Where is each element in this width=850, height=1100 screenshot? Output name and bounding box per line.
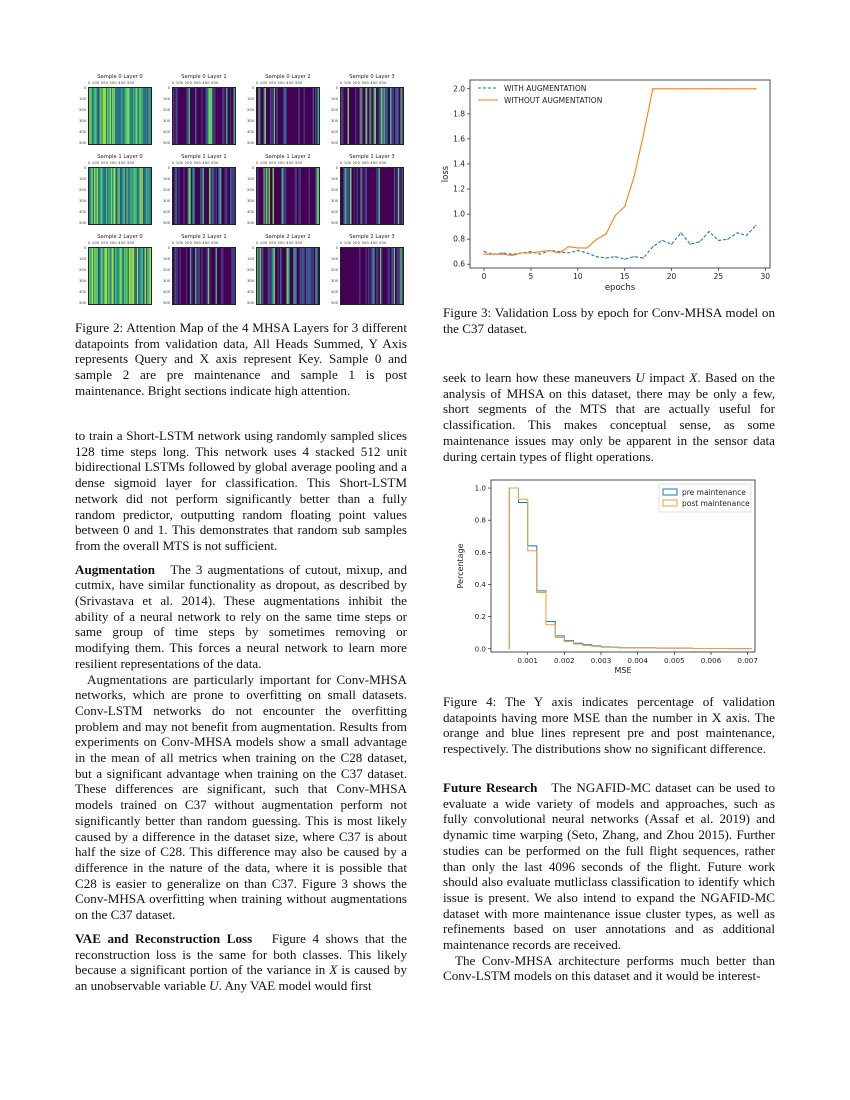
- y-tick-label: 0: [83, 166, 86, 170]
- data-point: [643, 135, 644, 136]
- y-tick-label: 0: [251, 86, 254, 90]
- y-tick-label: 500: [247, 301, 254, 305]
- data-point: [605, 234, 606, 235]
- y-tick-label: 500: [79, 141, 86, 145]
- data-point: [643, 257, 644, 258]
- y-tick-label: 0.8: [453, 234, 465, 244]
- y-tick-label: 200: [247, 188, 254, 192]
- panel-title: Sample 2 Layer 0: [97, 234, 143, 240]
- attention-panel: [162, 74, 242, 150]
- x-tick-label: 25: [713, 272, 724, 281]
- attention-panel: [162, 234, 242, 310]
- y-tick-label: 500: [79, 221, 86, 225]
- panel-title: Sample 1 Layer 1: [181, 154, 227, 160]
- panel-y-ticks: [246, 246, 255, 306]
- figure4-caption: Figure 4: The Y axis indicates percentage of validation datapoints having more MSE than the number in X axis. The orange and blue lines represent pre and post maintenance, respectively. The distributions show no significant difference.: [443, 694, 775, 757]
- conv-mhsa-paragraph: The Conv-MHSA architecture performs much better than Conv-LSTM models on this dataset and it would be interest-: [443, 952, 775, 984]
- attention-heatmap: [340, 167, 404, 225]
- y-tick-label: 200: [331, 268, 338, 272]
- y-tick-label: 2.0: [453, 84, 465, 94]
- left-column-text: [75, 428, 407, 994]
- panel-x-ticks: 0 100 200 300 400 500: [256, 81, 303, 85]
- x-tick-label: 0.004: [627, 656, 648, 665]
- vae-body-b: is caused by an unobservable variable: [75, 962, 407, 993]
- mse-distribution-chart: [447, 474, 767, 679]
- panel-x-ticks: 0 100 200 300 400 500: [172, 241, 219, 245]
- maneuvers-paragraph: [443, 370, 775, 464]
- panel-title: Sample 0 Layer 1: [181, 74, 227, 80]
- data-point: [502, 254, 503, 255]
- figure2-caption: Figure 2: Attention Map of the 4 MHSA Layers for 3 different datapoints from validation data, All Heads Summed, Y Axis represents Query and X axis represent Key. Sample 0 and sample 2 are pre maintenance and sample 1 is post maintenance. Bright sections indicate high attention.: [75, 320, 407, 398]
- data-point: [746, 235, 747, 236]
- y-tick-label: 0: [335, 86, 338, 90]
- figure3-caption: Figure 3: Validation Loss by epoch for Conv-MHSA model on the C37 dataset.: [443, 305, 775, 336]
- y-tick-label: 1.0: [474, 483, 486, 493]
- y-tick-label: 300: [331, 279, 338, 283]
- legend-label: WITH AUGMENTATION: [504, 84, 587, 93]
- y-tick-label: 1.8: [453, 109, 465, 119]
- panel-title: Sample 1 Layer 2: [265, 154, 311, 160]
- y-tick-label: 0: [83, 86, 86, 90]
- data-point: [671, 88, 672, 89]
- attention-panel: [78, 154, 158, 230]
- panel-x-ticks: 0 100 200 300 400 500: [256, 161, 303, 165]
- data-point: [521, 252, 522, 253]
- y-tick-label: 400: [163, 210, 170, 214]
- attention-heatmap: [340, 87, 404, 145]
- attention-heatmap: [256, 167, 320, 225]
- y-tick-label: 100: [331, 177, 338, 181]
- data-point: [699, 241, 700, 242]
- variable-u: U: [635, 370, 645, 385]
- panel-x-ticks: 0 100 200 300 400 500: [88, 161, 135, 165]
- variable-x: X: [329, 962, 338, 978]
- data-point: [662, 88, 663, 89]
- attention-heatmap: [88, 167, 152, 225]
- attention-map-grid: [78, 74, 408, 306]
- y-tick-label: 0.8: [474, 515, 486, 525]
- panel-x-ticks: 0 100 200 300 400 500: [340, 161, 387, 165]
- y-tick-label: 0: [335, 246, 338, 250]
- data-point: [596, 239, 597, 240]
- panel-y-ticks: [330, 246, 339, 306]
- y-axis-label: Percentage: [456, 543, 465, 589]
- x-axis-label: epochs: [604, 283, 636, 293]
- y-tick-label: 500: [247, 221, 254, 225]
- attention-panel: [246, 74, 326, 150]
- y-tick-label: 300: [247, 199, 254, 203]
- data-point: [633, 176, 634, 177]
- attention-panel: [330, 234, 410, 310]
- attention-heatmap: [172, 87, 236, 145]
- variable-u: U: [209, 977, 219, 993]
- legend-label: post maintenance: [682, 499, 750, 508]
- attention-heatmap: [340, 247, 404, 305]
- y-tick-label: 200: [79, 108, 86, 112]
- data-point: [483, 251, 484, 252]
- y-tick-label: 0: [167, 86, 170, 90]
- y-tick-label: 0.6: [453, 259, 465, 269]
- x-tick-label: 0: [481, 272, 487, 281]
- y-tick-label: 400: [79, 130, 86, 134]
- y-tick-label: 500: [331, 301, 338, 305]
- panel-y-ticks: [78, 166, 87, 226]
- x-axis-label: MSE: [614, 666, 632, 675]
- panel-x-ticks: 0 100 200 300 400 500: [172, 161, 219, 165]
- x-tick-label: 0.003: [590, 656, 612, 665]
- data-point: [568, 252, 569, 253]
- right-column-text-top: [443, 370, 775, 464]
- attention-panel: [246, 154, 326, 230]
- y-tick-label: 200: [79, 188, 86, 192]
- y-axis-label: loss: [441, 165, 451, 183]
- y-tick-label: 500: [331, 141, 338, 145]
- series-line: [484, 225, 756, 259]
- x-tick-label: 20: [666, 272, 677, 281]
- y-tick-label: 200: [163, 268, 170, 272]
- panel-x-ticks: 0 100 200 300 400 500: [340, 81, 387, 85]
- y-tick-label: 0: [83, 246, 86, 250]
- y-tick-label: 200: [247, 108, 254, 112]
- attention-heatmap: [256, 247, 320, 305]
- augmentation-paragraph-2: Augmentations are particularly important for Conv-MHSA networks, which are prone to overfitting on small datasets. Conv-LSTM networks do not encounter the overfitting problem and may not benefit from augmentation. Results from experiments on Conv-MHSA models show a small advantage in the mean of all metrics when training on the C28 dataset, but a significant advantage when training on the C37 dataset. These differences are significant, such that Conv-MHSA models trained on C37 without augmentation perform not significantly better than random guessing. This is most likely caused by a difference in the dataset size, where C37 is about half the size of C28. This difference may also be caused by a difference in the nature of the data, where it is possible that C28 is easier to generalize on than C37. Figure 3 shows the Conv-MHSA overfitting when training without augmentations on the C37 dataset.: [75, 671, 407, 923]
- data-point: [690, 244, 691, 245]
- future-research-paragraph: [443, 780, 775, 953]
- panel-x-ticks: 0 100 200 300 400 500: [340, 241, 387, 245]
- data-point: [512, 254, 513, 255]
- vae-paragraph: [75, 931, 407, 994]
- data-point: [540, 254, 541, 255]
- panel-x-ticks: 0 100 200 300 400 500: [172, 81, 219, 85]
- legend-label: pre maintenance: [682, 488, 746, 497]
- y-tick-label: 100: [163, 257, 170, 261]
- y-tick-label: 400: [79, 210, 86, 214]
- panel-x-ticks: 0 100 200 300 400 500: [88, 241, 135, 245]
- y-tick-label: 100: [331, 257, 338, 261]
- data-point: [577, 247, 578, 248]
- data-point: [568, 246, 569, 247]
- y-tick-label: 400: [247, 210, 254, 214]
- y-tick-label: 0: [167, 246, 170, 250]
- augmentation-heading: Augmentation: [75, 561, 156, 577]
- y-tick-label: 400: [247, 290, 254, 294]
- data-point: [727, 88, 728, 89]
- y-tick-label: 0.2: [474, 612, 486, 622]
- data-point: [587, 252, 588, 253]
- y-tick-label: 300: [331, 119, 338, 123]
- data-point: [662, 240, 663, 241]
- maneuvers-b: impact: [644, 370, 690, 385]
- x-tick-label: 0.007: [737, 656, 758, 665]
- y-tick-label: 0.6: [474, 547, 486, 557]
- vae-body-a: Figure 4 shows that the reconstruction loss is the same for both classes. This likely because a significant portion of the variance in: [75, 930, 407, 978]
- y-tick-label: 300: [163, 119, 170, 123]
- panel-y-ticks: [246, 166, 255, 226]
- y-tick-label: 0.4: [474, 579, 486, 589]
- panel-title: Sample 1 Layer 3: [349, 154, 395, 160]
- x-tick-label: 5: [528, 272, 534, 281]
- data-point: [512, 255, 513, 256]
- panel-y-ticks: [330, 166, 339, 226]
- y-tick-label: 400: [331, 210, 338, 214]
- attention-heatmap: [88, 247, 152, 305]
- panel-title: Sample 2 Layer 3: [349, 234, 395, 240]
- data-point: [652, 246, 653, 247]
- panel-x-ticks: 0 100 200 300 400 500: [256, 241, 303, 245]
- panel-y-ticks: [78, 246, 87, 306]
- attention-panel: [246, 234, 326, 310]
- legend-label: WITHOUT AUGMENTATION: [504, 96, 603, 105]
- y-tick-label: 500: [247, 141, 254, 145]
- short-lstm-paragraph: to train a Short-LSTM network using randomly sampled slices 128 time steps long. This network uses 4 stacked 512 unit bidirectional LSTMs followed by global average pooling and a dense sigmoid layer for classification. This Short-LSTM network did not perform significantly better than a fully random predictor, outputting random floating point values between 0 and 1. This demonstrates that random sub samples from the overall MTS is not sufficient.: [75, 428, 407, 553]
- data-point: [483, 254, 484, 255]
- panel-title: Sample 2 Layer 2: [265, 234, 311, 240]
- data-point: [690, 88, 691, 89]
- data-point: [549, 250, 550, 251]
- attention-panel: [78, 74, 158, 150]
- data-point: [727, 239, 728, 240]
- data-point: [708, 231, 709, 232]
- y-tick-label: 200: [331, 108, 338, 112]
- attention-panel: [78, 234, 158, 310]
- data-point: [718, 88, 719, 89]
- future-research-body: The NGAFID-MC dataset can be used to evaluate a wide variety of models and approaches, such as fully convolutional neural networks (Assaf et al. 2019) and dynamic time warping (Seto, Zhang, and Zhou 2015). Further studies can be performed on the full flight sequences, rather than only the last 4096 seconds of the flight. Future work should also evaluate mutliclass classification to identify which issue is present. We also intend to expand the NGAFID-MC dataset with more maintenance issue cluster types, as well as refinements based on user annotations and as additional maintenance records are received.: [443, 780, 775, 953]
- panel-y-ticks: [162, 166, 171, 226]
- x-tick-label: 0.006: [700, 656, 722, 665]
- y-tick-label: 300: [79, 279, 86, 283]
- y-tick-label: 0: [167, 166, 170, 170]
- augmentation-paragraph: [75, 562, 407, 672]
- data-point: [718, 240, 719, 241]
- data-point: [633, 256, 634, 257]
- panel-y-ticks: [330, 86, 339, 146]
- x-tick-label: 0.005: [664, 656, 685, 665]
- y-tick-label: 300: [79, 119, 86, 123]
- vae-heading: VAE and Reconstruction Loss: [75, 930, 253, 946]
- data-point: [652, 88, 653, 89]
- data-point: [596, 256, 597, 257]
- x-tick-label: 15: [619, 272, 630, 281]
- y-tick-label: 300: [163, 279, 170, 283]
- data-point: [737, 88, 738, 89]
- maneuvers-a: seek to learn how these maneuvers: [443, 370, 636, 385]
- data-point: [624, 259, 625, 260]
- panel-title: Sample 2 Layer 1: [181, 234, 227, 240]
- data-point: [530, 252, 531, 253]
- y-tick-label: 400: [331, 290, 338, 294]
- y-tick-label: 100: [247, 257, 254, 261]
- y-tick-label: 400: [331, 130, 338, 134]
- y-tick-label: 400: [79, 290, 86, 294]
- attention-heatmap: [256, 87, 320, 145]
- y-tick-label: 500: [331, 221, 338, 225]
- y-tick-label: 100: [163, 177, 170, 181]
- y-tick-label: 100: [247, 177, 254, 181]
- attention-heatmap: [88, 87, 152, 145]
- panel-title: Sample 0 Layer 0: [97, 74, 143, 80]
- right-column-text-bottom: [443, 780, 775, 984]
- panel-x-ticks: 0 100 200 300 400 500: [88, 81, 135, 85]
- y-tick-label: 0: [251, 166, 254, 170]
- y-tick-label: 0: [251, 246, 254, 250]
- data-point: [587, 247, 588, 248]
- x-tick-label: 0.001: [517, 656, 538, 665]
- panel-y-ticks: [162, 86, 171, 146]
- future-research-heading: Future Research: [443, 780, 538, 795]
- panel-y-ticks: [246, 86, 255, 146]
- data-point: [680, 232, 681, 233]
- data-point: [680, 88, 681, 89]
- y-tick-label: 400: [247, 130, 254, 134]
- y-tick-label: 300: [79, 199, 86, 203]
- y-tick-label: 100: [79, 257, 86, 261]
- y-tick-label: 100: [331, 97, 338, 101]
- y-tick-label: 300: [163, 199, 170, 203]
- data-point: [746, 88, 747, 89]
- y-tick-label: 200: [163, 188, 170, 192]
- augmentation-body: The 3 augmentations of cutout, mixup, and cutmix, have similar functionality as dropout, as described by (Srivastava et al. 2014). These augmentations inhibit the ability of a neural network to rely on the same time steps or same group of time steps by sometimes removing or modifying them. This forces a neural network to learn more resilient representations of the data.: [75, 561, 407, 671]
- y-tick-label: 0.0: [474, 644, 486, 654]
- x-tick-label: 10: [573, 272, 583, 281]
- data-point: [624, 206, 625, 207]
- vae-body-c: . Any VAE model would first: [218, 977, 372, 993]
- series-line: [484, 89, 756, 256]
- y-tick-label: 100: [79, 177, 86, 181]
- y-tick-label: 100: [247, 97, 254, 101]
- y-tick-label: 200: [331, 188, 338, 192]
- variable-x: X: [689, 370, 698, 385]
- data-point: [708, 88, 709, 89]
- attention-heatmap: [172, 167, 236, 225]
- y-tick-label: 200: [163, 108, 170, 112]
- panel-y-ticks: [78, 86, 87, 146]
- data-point: [502, 252, 503, 253]
- data-point: [755, 88, 756, 89]
- y-tick-label: 500: [79, 301, 86, 305]
- y-tick-label: 200: [247, 268, 254, 272]
- data-point: [671, 244, 672, 245]
- y-tick-label: 300: [247, 119, 254, 123]
- data-point: [615, 256, 616, 257]
- data-point: [530, 251, 531, 252]
- y-tick-label: 1.2: [453, 184, 465, 194]
- y-tick-label: 500: [163, 141, 170, 145]
- panel-title: Sample 0 Layer 3: [349, 74, 395, 80]
- data-point: [615, 215, 616, 216]
- data-point: [605, 257, 606, 258]
- attention-panel: [330, 74, 410, 150]
- data-point: [493, 254, 494, 255]
- validation-loss-chart: [440, 72, 780, 296]
- y-tick-label: 500: [163, 221, 170, 225]
- panel-y-ticks: [162, 246, 171, 306]
- y-tick-label: 400: [163, 130, 170, 134]
- y-tick-label: 0: [335, 166, 338, 170]
- data-point: [699, 88, 700, 89]
- y-tick-label: 100: [163, 97, 170, 101]
- data-point: [558, 252, 559, 253]
- y-tick-label: 200: [79, 268, 86, 272]
- x-tick-label: 0.002: [554, 656, 575, 665]
- y-tick-label: 300: [331, 199, 338, 203]
- data-point: [755, 225, 756, 226]
- y-tick-label: 1.6: [453, 134, 465, 144]
- y-tick-label: 400: [163, 290, 170, 294]
- y-tick-label: 300: [247, 279, 254, 283]
- maneuvers-c: . Based on the analysis of MHSA on this dataset, there may be only a few, short segments of the MTS that are actually useful for classification. This makes conceptual sense, as some maintenance issues may only be apparent in the sensor data during certain types of flight operations.: [443, 370, 775, 464]
- y-tick-label: 1.0: [453, 209, 465, 219]
- attention-panel: [162, 154, 242, 230]
- y-tick-label: 1.4: [453, 159, 465, 169]
- panel-title: Sample 1 Layer 0: [97, 154, 143, 160]
- y-tick-label: 100: [79, 97, 86, 101]
- panel-title: Sample 0 Layer 2: [265, 74, 311, 80]
- attention-heatmap: [172, 247, 236, 305]
- x-tick-label: 30: [760, 272, 771, 281]
- y-tick-label: 500: [163, 301, 170, 305]
- attention-panel: [330, 154, 410, 230]
- data-point: [540, 251, 541, 252]
- data-point: [577, 250, 578, 251]
- data-point: [737, 232, 738, 233]
